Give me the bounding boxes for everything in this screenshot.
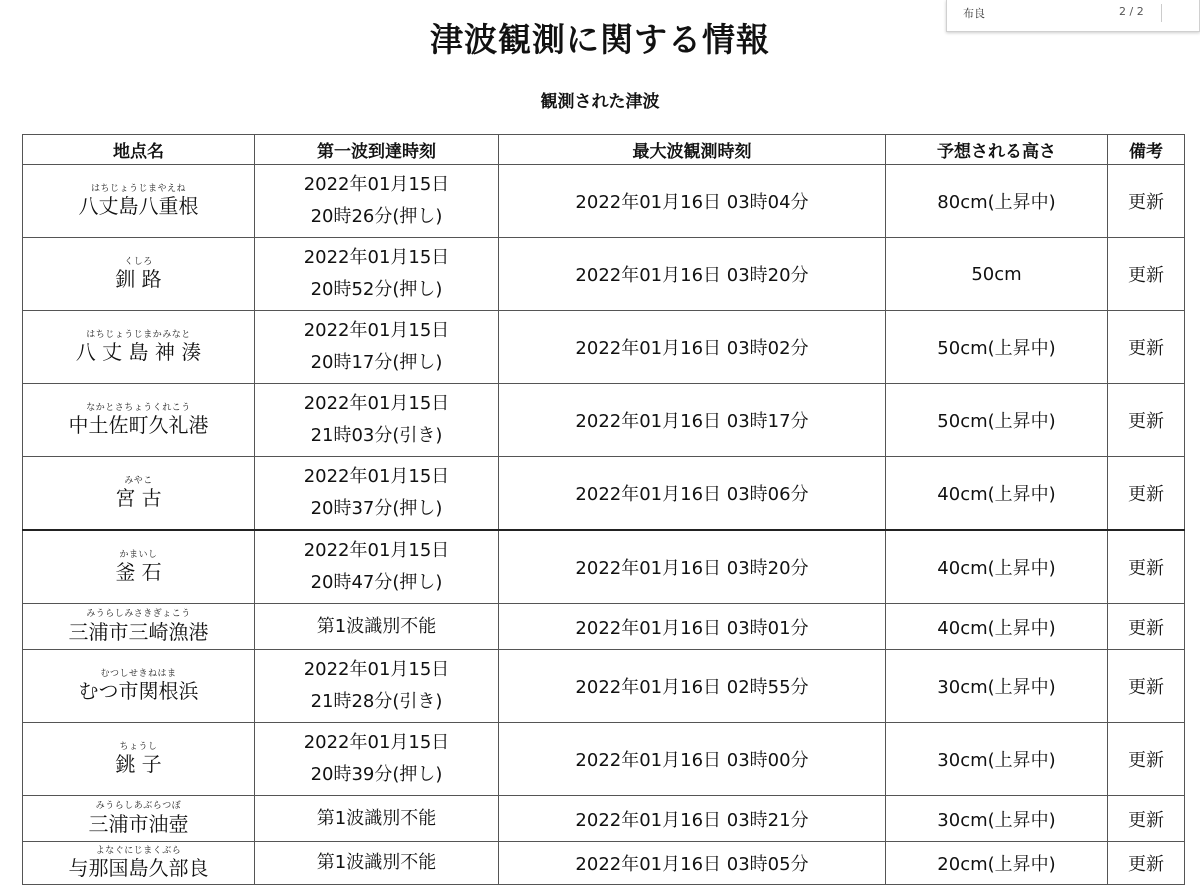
location-reading: はちじょうじまやえね — [90, 183, 186, 194]
note-cell: 更新 — [1108, 650, 1185, 723]
first-wave-cell — [255, 457, 499, 531]
header-first-wave: 第一波到達時刻 — [255, 135, 499, 165]
first-wave-cell — [255, 796, 499, 842]
first-wave-text: 2022年01月15日 — [303, 732, 450, 753]
location-reading: みうらしあぶらつぼ — [95, 801, 182, 812]
table-row — [23, 650, 1185, 723]
first-wave-cell — [255, 604, 499, 650]
table-row — [23, 842, 1185, 885]
max-wave-cell: 2022年01月16日 03時04分 — [499, 165, 886, 238]
expected-height-cell: 20cm(上昇中) — [886, 842, 1108, 885]
note-cell: 更新 — [1108, 384, 1185, 457]
expected-height-cell: 50cm — [886, 238, 1108, 311]
page-subtitle: 観測された津波 — [540, 92, 660, 112]
table-row — [23, 796, 1185, 842]
first-wave-cell — [255, 238, 499, 311]
location-reading: むつしせきねはま — [100, 668, 177, 679]
first-wave-text: 2022年01月15日 — [303, 174, 450, 195]
location-reading: かまいし — [119, 549, 158, 560]
note-cell: 更新 — [1108, 842, 1185, 885]
location-reading: なかとさちょうくれこう — [86, 402, 191, 413]
expected-height-cell: 30cm(上昇中) — [886, 723, 1108, 796]
location-cell — [23, 457, 255, 531]
max-wave-cell: 2022年01月16日 03時00分 — [499, 723, 886, 796]
page-title: 津波観測に関する情報 — [430, 20, 770, 59]
max-wave-cell: 2022年01月16日 02時55分 — [499, 650, 886, 723]
location-cell — [23, 842, 255, 885]
note-cell: 更新 — [1108, 530, 1185, 604]
location-name: 釜 石 — [115, 560, 162, 585]
first-wave-text: 第1波識別不能 — [316, 615, 437, 637]
location-cell — [23, 311, 255, 384]
header-note: 備考 — [1108, 135, 1185, 165]
location-name: 三浦市油壺 — [88, 811, 189, 836]
location-cell — [23, 238, 255, 311]
table-row — [23, 238, 1185, 311]
location-name: 八 丈 島 神 湊 — [75, 340, 202, 365]
location-reading: はちじょうじまかみなと — [86, 329, 191, 340]
first-wave-text: 20時52分(押し) — [310, 279, 443, 300]
location-cell — [23, 723, 255, 796]
location-reading: ちょうし — [119, 741, 158, 752]
find-match-count: 2 / 2 — [1119, 5, 1144, 18]
note-cell: 更新 — [1108, 723, 1185, 796]
expected-height-cell: 30cm(上昇中) — [886, 650, 1108, 723]
note-cell: 更新 — [1108, 311, 1185, 384]
location-reading: くしろ — [124, 256, 153, 267]
first-wave-text: 2022年01月15日 — [303, 393, 450, 414]
note-cell: 更新 — [1108, 238, 1185, 311]
table-row — [23, 604, 1185, 650]
first-wave-text: 第1波識別不能 — [316, 807, 437, 829]
first-wave-text: 2022年01月15日 — [303, 247, 450, 268]
location-name: 銚 子 — [115, 752, 162, 777]
location-cell — [23, 796, 255, 842]
location-name: 中土佐町久礼港 — [68, 413, 209, 438]
first-wave-text: 20時26分(押し) — [310, 206, 443, 227]
table-row — [23, 165, 1185, 238]
expected-height-cell: 40cm(上昇中) — [886, 604, 1108, 650]
header-max-wave: 最大波観測時刻 — [499, 135, 886, 165]
location-cell — [23, 384, 255, 457]
expected-height-cell: 40cm(上昇中) — [886, 457, 1108, 531]
first-wave-text: 2022年01月15日 — [303, 320, 450, 341]
header-location: 地点名 — [23, 135, 255, 165]
first-wave-cell — [255, 530, 499, 604]
note-cell: 更新 — [1108, 165, 1185, 238]
max-wave-cell: 2022年01月16日 03時06分 — [499, 457, 886, 531]
location-cell — [23, 650, 255, 723]
location-name: 宮 古 — [115, 486, 162, 511]
table-row — [23, 384, 1185, 457]
first-wave-text: 2022年01月15日 — [303, 659, 450, 680]
first-wave-text: 20時39分(押し) — [310, 764, 443, 785]
note-cell: 更新 — [1108, 796, 1185, 842]
location-reading: よなぐにじまくぶら — [95, 845, 182, 856]
max-wave-cell: 2022年01月16日 03時21分 — [499, 796, 886, 842]
note-cell: 更新 — [1108, 457, 1185, 531]
table-row — [23, 311, 1185, 384]
location-cell — [23, 530, 255, 604]
tsunami-observation-table — [22, 134, 1185, 885]
expected-height-cell: 30cm(上昇中) — [886, 796, 1108, 842]
first-wave-text: 第1波識別不能 — [316, 852, 437, 873]
max-wave-cell: 2022年01月16日 03時20分 — [499, 238, 886, 311]
table-row — [23, 457, 1185, 531]
first-wave-cell — [255, 723, 499, 796]
location-cell — [23, 604, 255, 650]
max-wave-cell: 2022年01月16日 03時05分 — [499, 842, 886, 885]
header-expected-height: 予想される高さ — [886, 135, 1108, 165]
location-reading: みやこ — [124, 475, 153, 486]
location-cell — [23, 165, 255, 238]
first-wave-text: 20時47分(押し) — [310, 572, 443, 593]
first-wave-text: 21時03分(引き) — [310, 425, 443, 446]
location-reading: みうらしみさきぎょこう — [86, 609, 191, 620]
find-query-text[interactable]: 布良 — [963, 7, 985, 20]
location-name: むつ市関根浜 — [78, 679, 199, 704]
first-wave-text: 20時17分(押し) — [310, 352, 443, 373]
expected-height-cell: 80cm(上昇中) — [886, 165, 1108, 238]
expected-height-cell: 50cm(上昇中) — [886, 311, 1108, 384]
location-name: 釧 路 — [115, 267, 162, 292]
first-wave-cell — [255, 165, 499, 238]
table-header-row — [23, 135, 1185, 165]
max-wave-cell: 2022年01月16日 03時20分 — [499, 530, 886, 604]
max-wave-cell: 2022年01月16日 03時17分 — [499, 384, 886, 457]
table-row — [23, 723, 1185, 796]
first-wave-cell — [255, 311, 499, 384]
first-wave-text: 2022年01月15日 — [303, 540, 450, 561]
first-wave-cell — [255, 650, 499, 723]
first-wave-text: 20時37分(押し) — [310, 498, 443, 519]
first-wave-cell — [255, 384, 499, 457]
first-wave-text: 21時28分(引き) — [310, 691, 443, 712]
location-name: 三浦市三崎漁港 — [68, 619, 209, 644]
first-wave-text: 2022年01月15日 — [303, 466, 450, 487]
max-wave-cell: 2022年01月16日 03時02分 — [499, 311, 886, 384]
expected-height-cell: 50cm(上昇中) — [886, 384, 1108, 457]
expected-height-cell: 40cm(上昇中) — [886, 530, 1108, 604]
location-name: 八丈島八重根 — [78, 194, 199, 219]
location-name: 与那国島久部良 — [68, 856, 209, 881]
note-cell: 更新 — [1108, 604, 1185, 650]
max-wave-cell: 2022年01月16日 03時01分 — [499, 604, 886, 650]
first-wave-cell — [255, 842, 499, 885]
table-row — [23, 530, 1185, 604]
